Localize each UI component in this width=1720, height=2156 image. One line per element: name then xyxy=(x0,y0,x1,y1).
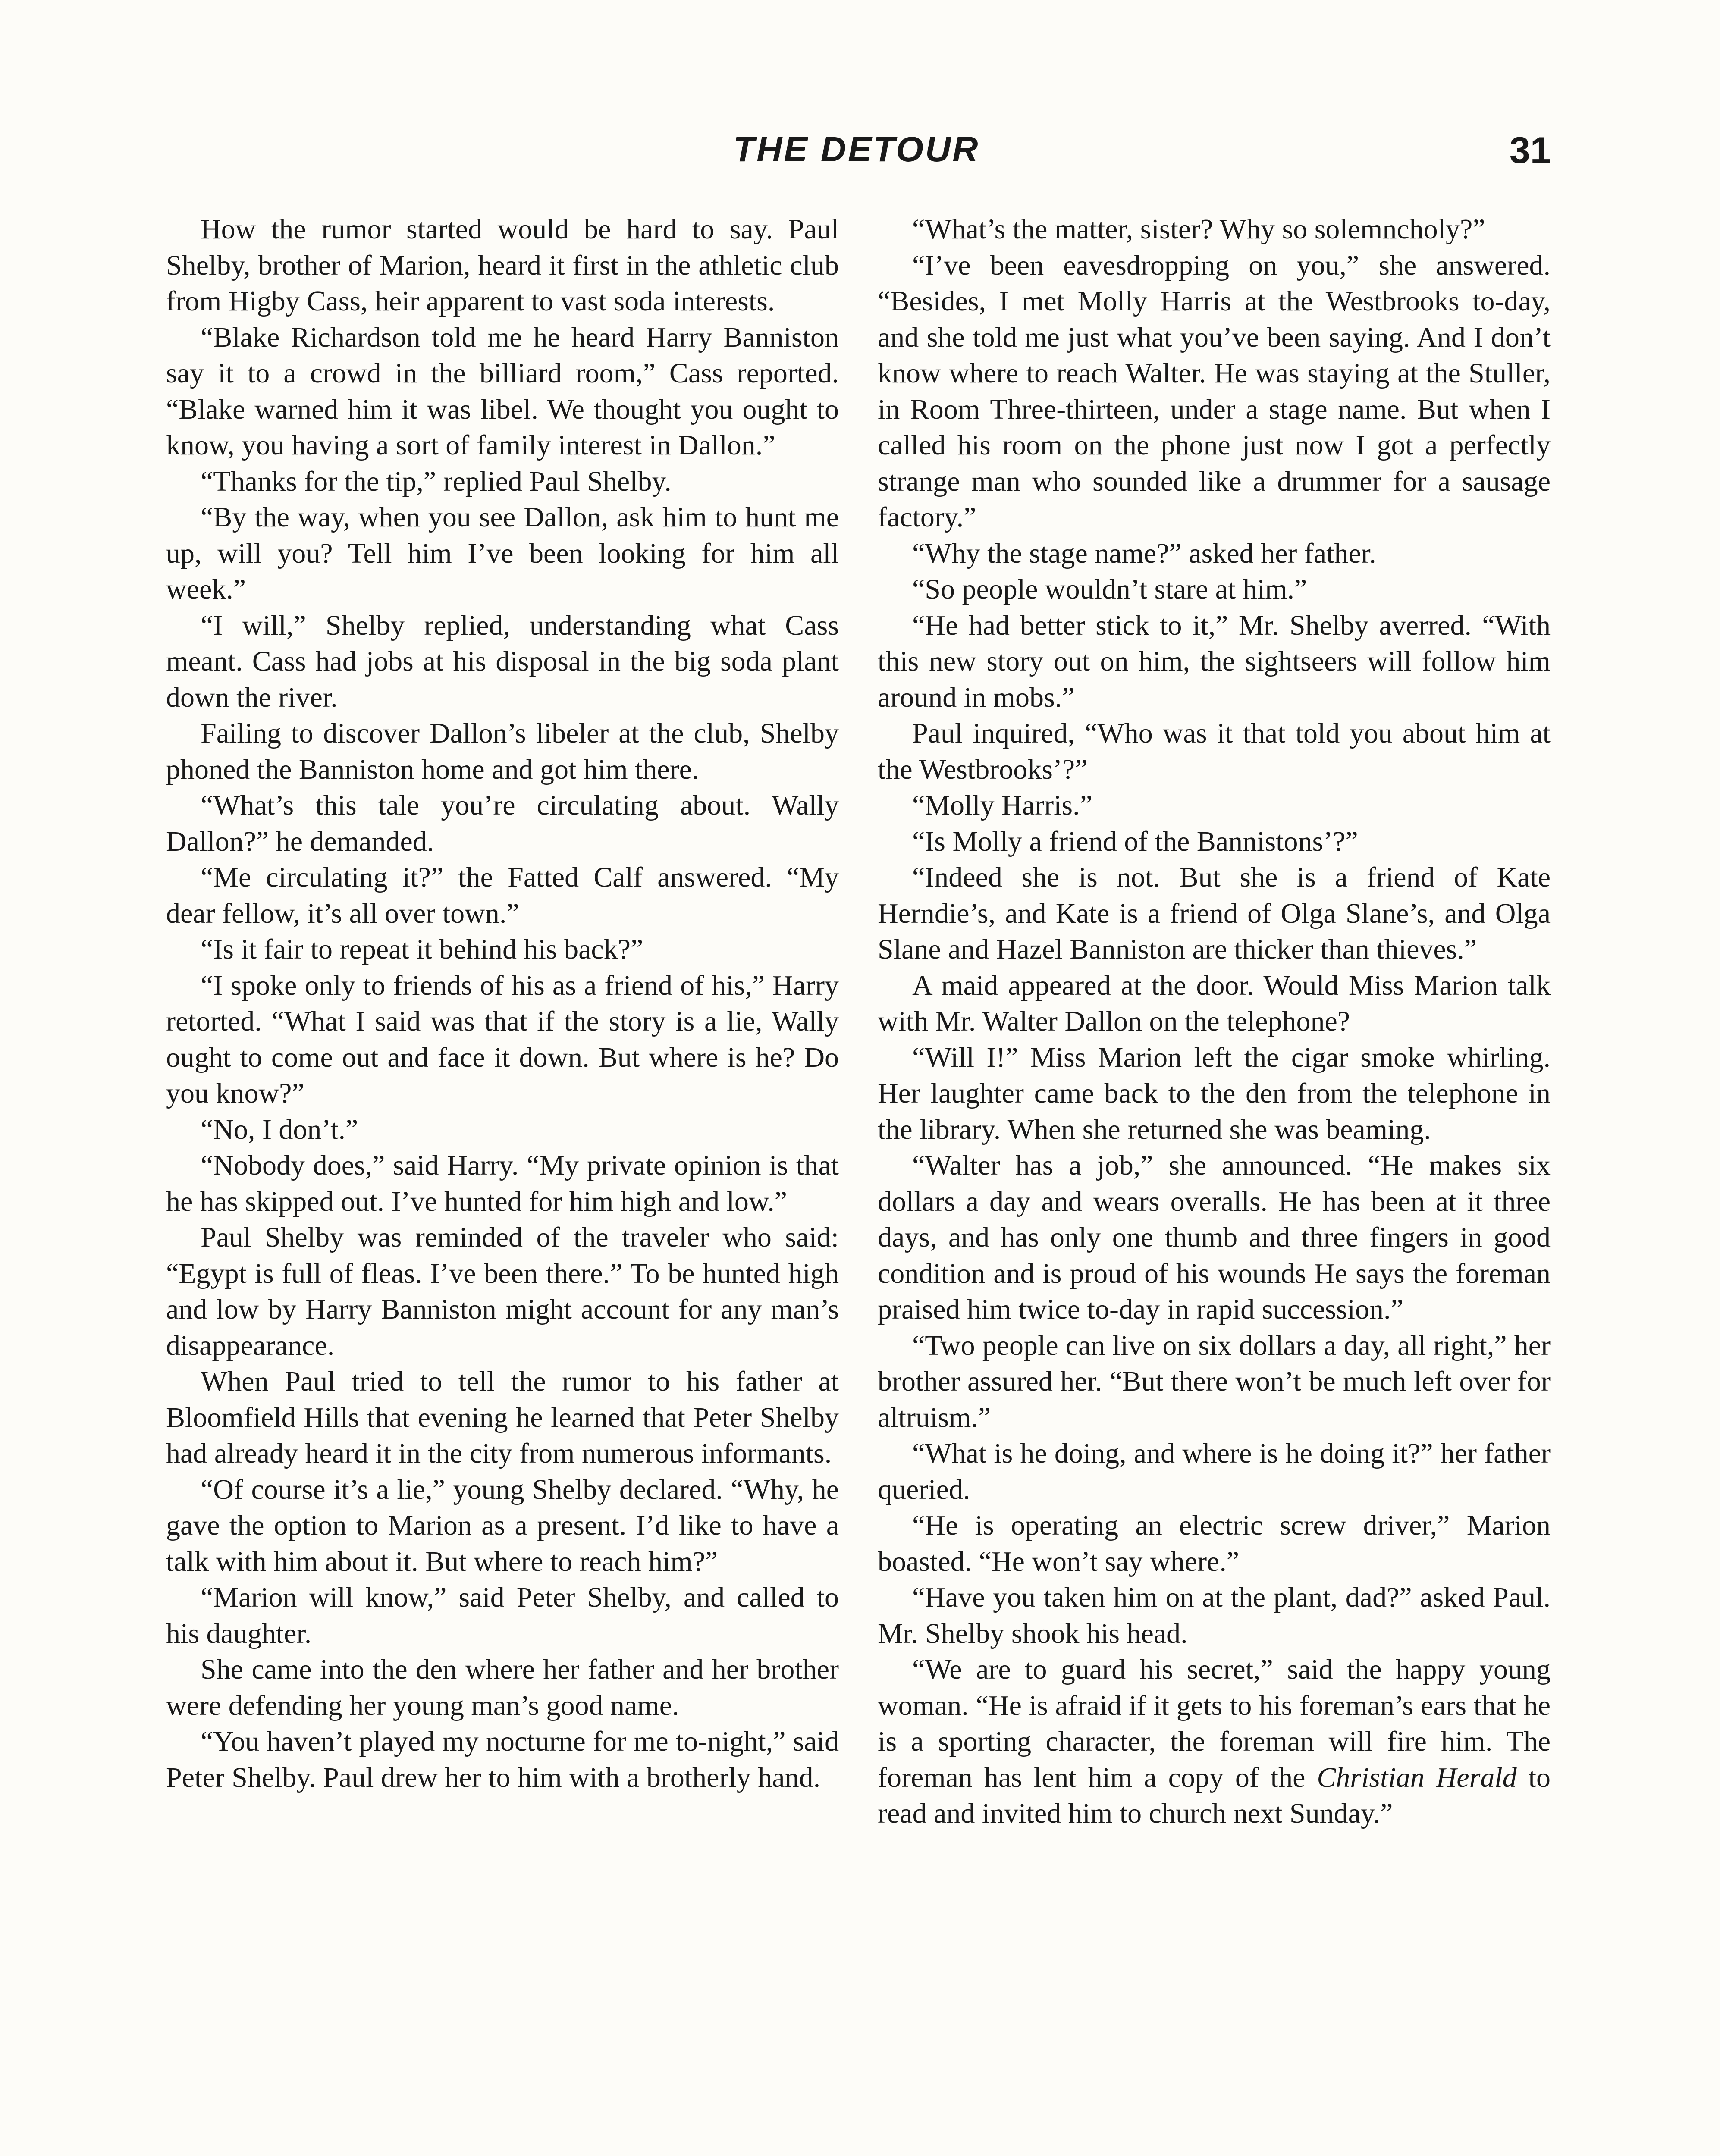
paragraph: A maid appeared at the door. Would Miss Marion talk with Mr. Walter Dallon on the telephone? xyxy=(878,969,1551,1037)
paragraph: “I’ve been eavesdropping on you,” she answered. “Besides, I met Molly Harris at the Westbrooks to-day, and she told me just what you’ve been saying. And I don’t know where to reach Walter. He was staying at the Stuller, in Room Three-thirteen, under a stage name. But when I called his room on the phone just now I got a perfectly strange man who sounded like a drummer for a sausage factory.” xyxy=(878,249,1551,533)
paragraph: “Molly Harris.” xyxy=(912,790,1092,821)
paragraph: “Walter has a job,” she announced. “He makes six dollars a day and wears overalls. He has been at it three days, and has only one thumb and three fingers in good condition and is proud of his wounds He says the foreman praised him twice to-day in rapid succession.” xyxy=(878,1150,1551,1325)
paragraph: “You haven’t played my nocturne for me to-night,” said Peter Shelby. Paul drew her to him with a brotherly hand. xyxy=(166,1726,839,1793)
paragraph: “What is he doing, and where is he doing it?” her father queried. xyxy=(878,1438,1551,1505)
text-run: “We are to guard his secret,” said the happy young woman. “He is afraid if it gets to his foreman’s ears that he is a sporting character, the foreman will fire him. The foreman has lent him a copy of the xyxy=(878,1654,1551,1793)
paragraph: “Will I!” Miss Marion left the cigar smoke whirling. Her laughter came back to the den from the telephone in the library. When she returned she was beaming. xyxy=(878,1041,1551,1145)
paragraph: “No, I don’t.” xyxy=(201,1113,358,1145)
text-run: to read and invited him to church next Sunday.” xyxy=(878,1761,1551,1829)
paragraph: “Why the stage name?” asked her father. xyxy=(912,537,1376,569)
paragraph: “He had better stick to it,” Mr. Shelby averred. “With this new story out on him, the sightseers will follow him around in mobs.” xyxy=(878,609,1551,713)
paragraph: “Me circulating it?” the Fatted Calf answered. “My dear fellow, it’s all over town.” xyxy=(166,862,839,929)
paragraph: “Of course it’s a lie,” young Shelby declared. “Why, he gave the option to Marion as a present. I’d like to have a talk with him about it. But where to reach him?” xyxy=(166,1473,839,1577)
paragraph: “So people wouldn’t stare at him.” xyxy=(912,573,1307,605)
paragraph: “I will,” Shelby replied, understanding what Cass meant. Cass had jobs at his disposal in the big soda plant down the river. xyxy=(166,609,839,713)
paragraph: “By the way, when you see Dallon, ask him to hunt me up, will you? Tell him I’ve been looking for him all week.” xyxy=(166,501,839,605)
paragraph: “Indeed she is not. But she is a friend of Kate Herndie’s, and Kate is a friend of Olga Slane’s, and Olga Slane and Hazel Banniston are thicker than thieves.” xyxy=(878,862,1551,965)
paragraph: “Have you taken him on at the plant, dad?” asked Paul. Mr. Shelby shook his head. xyxy=(878,1582,1551,1649)
paragraph: “Thanks for the tip,” replied Paul Shelby. xyxy=(201,465,672,497)
italic-title: Christian Herald xyxy=(1317,1761,1517,1793)
paragraph: “I spoke only to friends of his as a friend of his,” Harry retorted. “What I said was that if the story is a lie, Wally ought to come out and face it down. But where is he? Do you know?” xyxy=(166,969,839,1109)
paragraph: Failing to discover Dallon’s libeler at the club, Shelby phoned the Banniston home and got him there. xyxy=(166,718,839,785)
paragraph-final xyxy=(878,1651,1551,1832)
right-column xyxy=(878,211,1551,1832)
paragraph: Paul Shelby was reminded of the traveler who said: “Egypt is full of fleas. I’ve been there.” To be hunted high and low by Harry Banniston might account for any man’s disappearance. xyxy=(166,1222,839,1361)
paragraph: “Is Molly a friend of the Bannistons’?” xyxy=(912,825,1358,857)
paragraph: “What’s this tale you’re circulating about. Wally Dallon?” he demanded. xyxy=(166,790,839,857)
paragraph: How the rumor started would be hard to say. Paul Shelby, brother of Marion, heard it first in the athletic club from Higby Cass, heir apparent to vast soda interests. xyxy=(166,213,839,317)
paragraph: Paul inquired, “Who was it that told you about him at the Westbrooks’?” xyxy=(878,718,1551,785)
page-number: 31 xyxy=(1510,130,1551,171)
paragraph: “Marion will know,” said Peter Shelby, and called to his daughter. xyxy=(166,1582,839,1649)
paragraph: “What’s the matter, sister? Why so solemncholy?” xyxy=(912,213,1485,245)
paragraph: “Is it fair to repeat it behind his back?” xyxy=(201,934,643,965)
paragraph: “Blake Richardson told me he heard Harry Banniston say it to a crowd in the billiard room,” Cass reported. “Blake warned him it was libel. We thought you ought to know, you having a sort of family interest in Dallon.” xyxy=(166,321,839,461)
paragraph: “Nobody does,” said Harry. “My private opinion is that he has skipped out. I’ve hunted for him high and low.” xyxy=(166,1150,839,1217)
page-header xyxy=(0,129,1720,181)
left-column xyxy=(166,211,839,1796)
paragraph: “Two people can live on six dollars a day, all right,” her brother assured her. “But there won’t be much left over for altruism.” xyxy=(878,1329,1551,1433)
paragraph: When Paul tried to tell the rumor to his father at Bloomfield Hills that evening he learned that Peter Shelby had already heard it in the city from numerous informants. xyxy=(166,1366,839,1469)
running-title: THE DETOUR xyxy=(733,130,980,169)
paragraph: “He is operating an electric screw driver,” Marion boasted. “He won’t say where.” xyxy=(878,1510,1551,1577)
paragraph: She came into the den where her father and her brother were defending her young man’s good name. xyxy=(166,1654,839,1721)
